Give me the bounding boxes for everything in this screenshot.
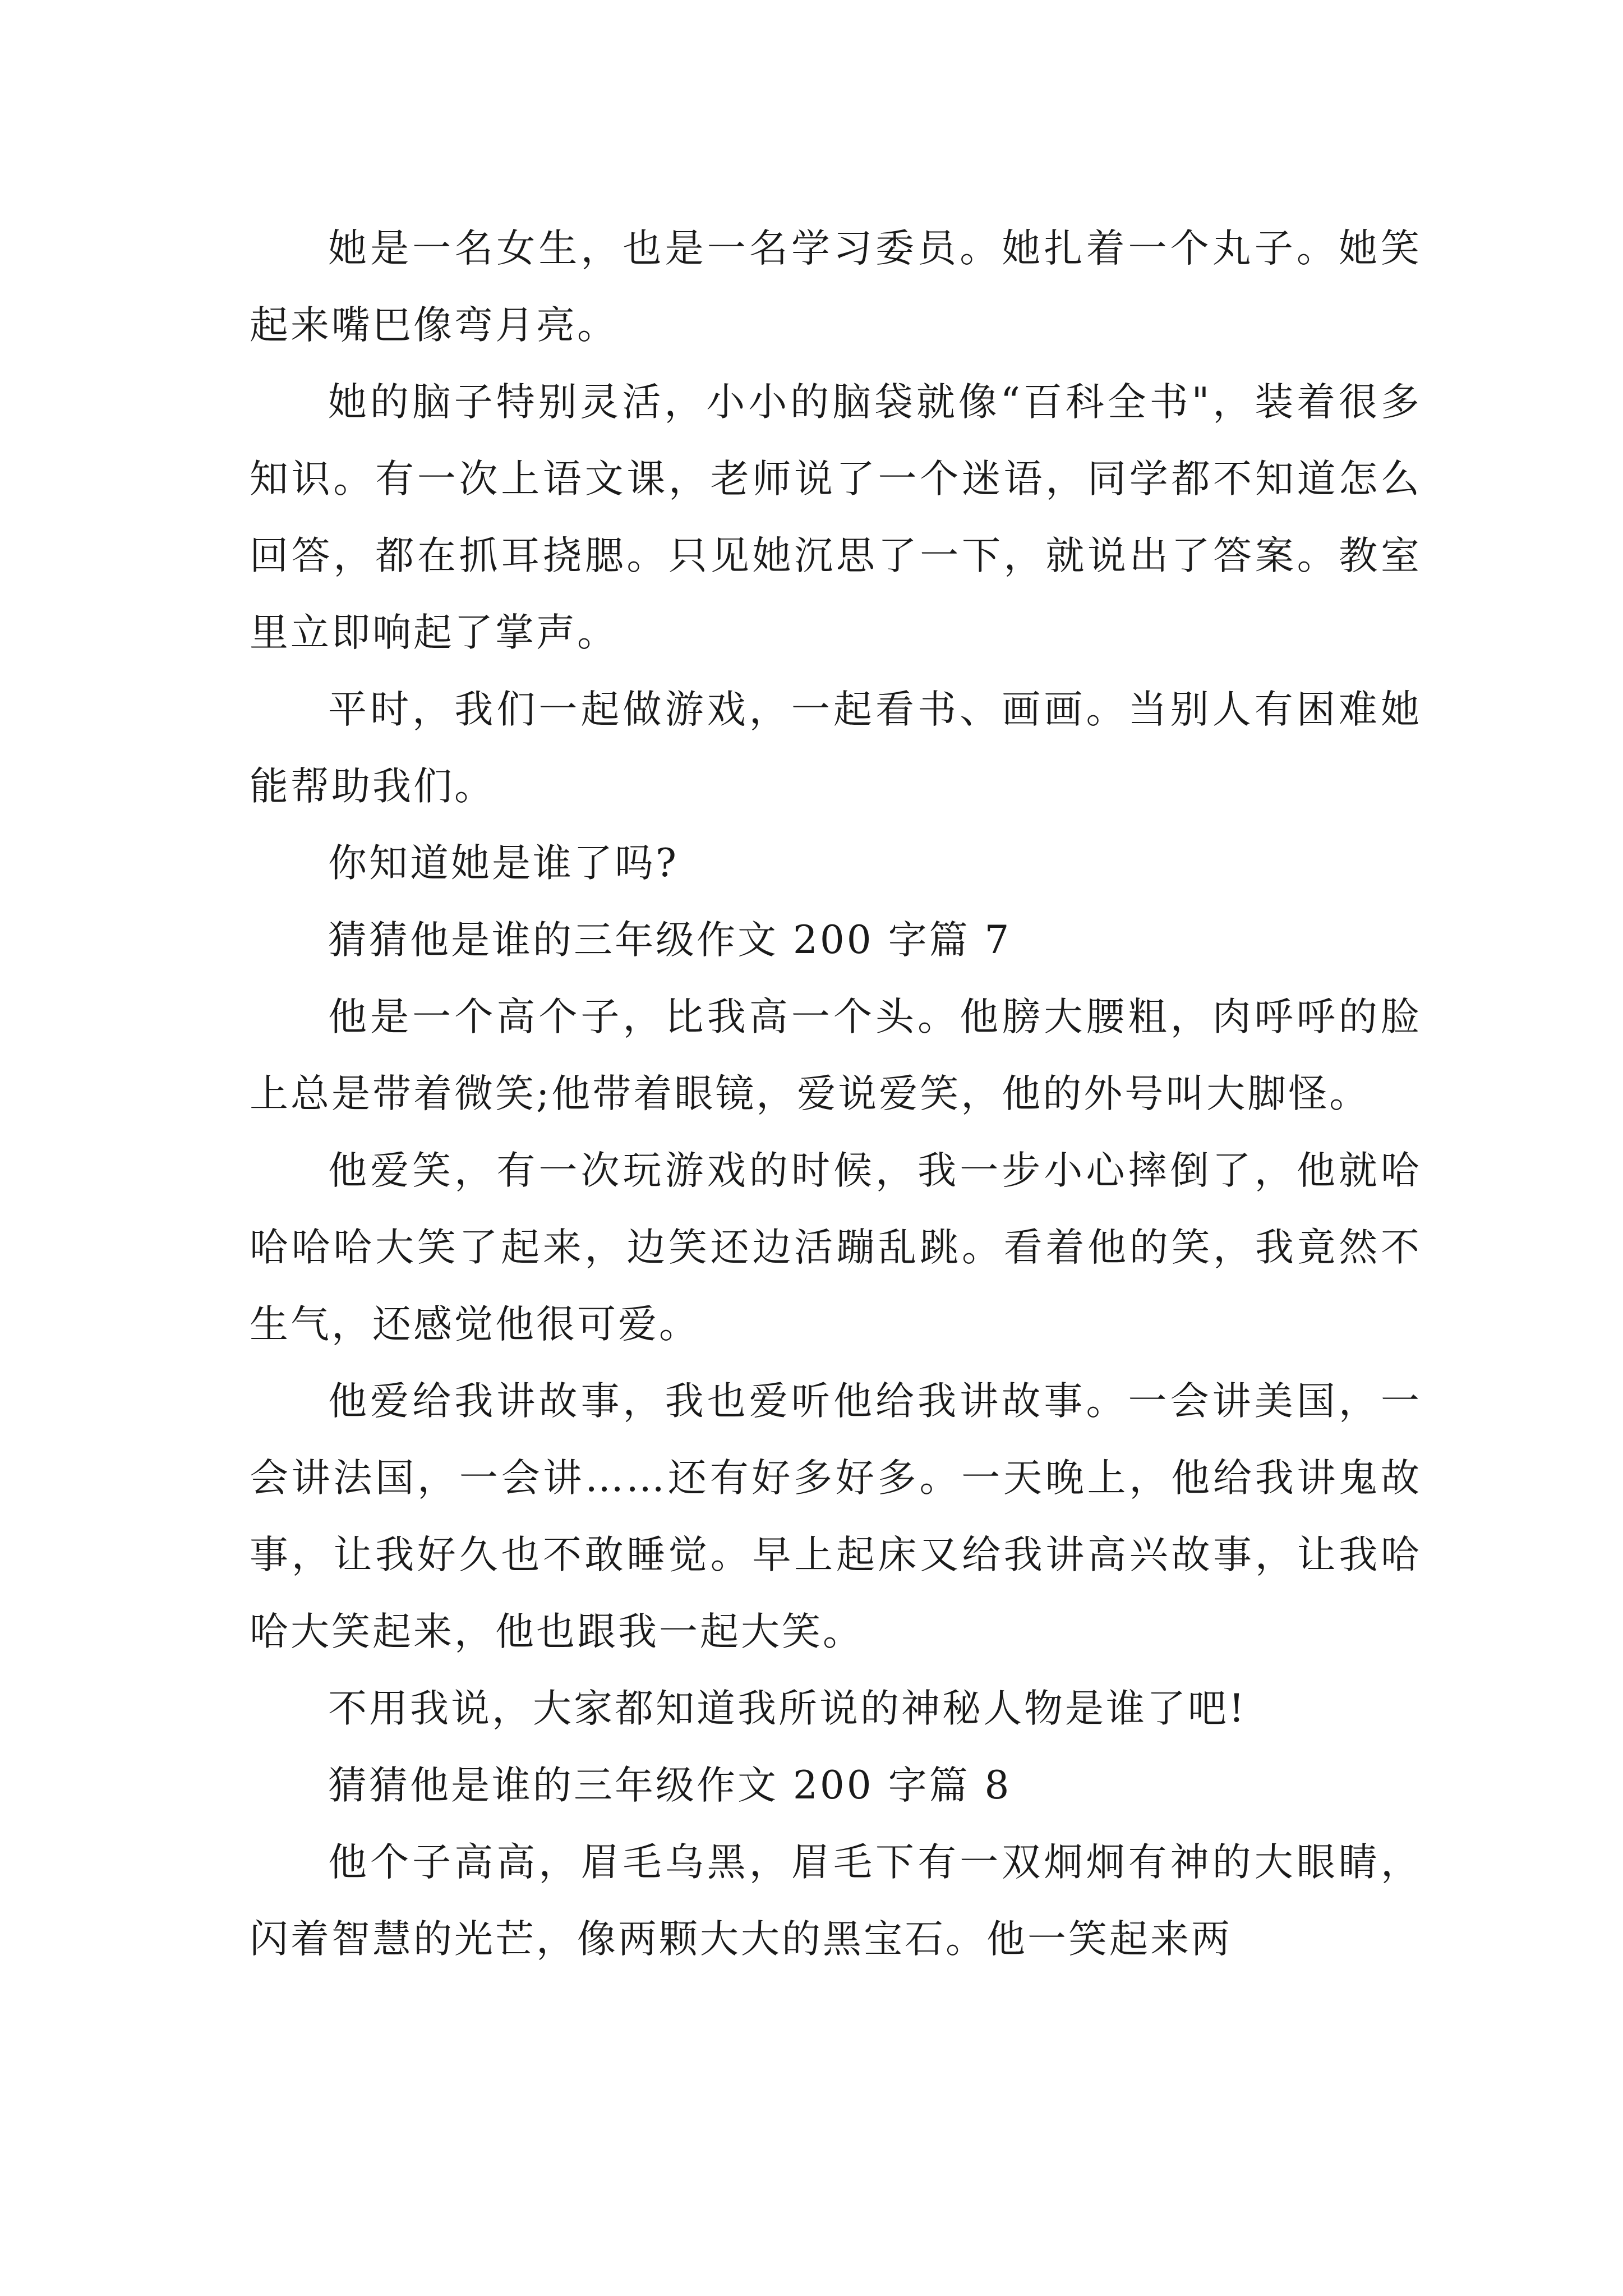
paragraph-9: 不用我说，大家都知道我所说的神秘人物是谁了吧! [328, 1686, 1247, 1731]
paragraph-6: 他是一个高个子，比我高一个头。他膀大腰粗，肉呼呼的脸上总是带着微笑;他带着眼镜，爱说爱笑，他的外号叫大脚怪。 [250, 995, 1422, 1116]
paragraph-8: 他爱给我讲故事，我也爱听他给我讲故事。一会讲美国，一会讲法国，一会讲……还有好多好多。一天晚上，他给我讲鬼故事，让我好久也不敢睡觉。早上起床又给我讲高兴故事，让我哈哈大笑起来，他也跟我一起大笑。 [250, 1379, 1422, 1654]
paragraph-2: 她的脑子特别灵活，小小的脑袋就像“百科全书"，装着很多知识。有一次上语文课，老师说了一个迷语，同学都不知道怎么回答，都在抓耳挠腮。只见她沉思了一下，就说出了答案。教室里立即响起了掌声。 [250, 380, 1422, 655]
paragraph-1: 她是一名女生，也是一名学习委员。她扎着一个丸子。她笑起来嘴巴像弯月亮。 [250, 226, 1422, 348]
section-heading-8: 猜猜他是谁的三年级作文 200 字篇 8 [328, 1763, 1012, 1808]
document-body [250, 210, 1422, 1978]
paragraph-7: 他爱笑，有一次玩游戏的时候，我一步小心摔倒了，他就哈哈哈哈大笑了起来，边笑还边活蹦乱跳。看着他的笑，我竟然不生气，还感觉他很可爱。 [250, 1148, 1422, 1347]
section-heading-7: 猜猜他是谁的三年级作文 200 字篇 7 [328, 918, 1012, 963]
paragraph-11: 他个子高高，眉毛乌黑，眉毛下有一双炯炯有神的大眼睛，闪着智慧的光芒，像两颗大大的黑宝石。他一笑起来两 [250, 1840, 1422, 1962]
paragraph-3: 平时，我们一起做游戏，一起看书、画画。当别人有困难她能帮助我们。 [250, 687, 1422, 809]
paragraph-4: 你知道她是谁了吗? [328, 841, 679, 886]
